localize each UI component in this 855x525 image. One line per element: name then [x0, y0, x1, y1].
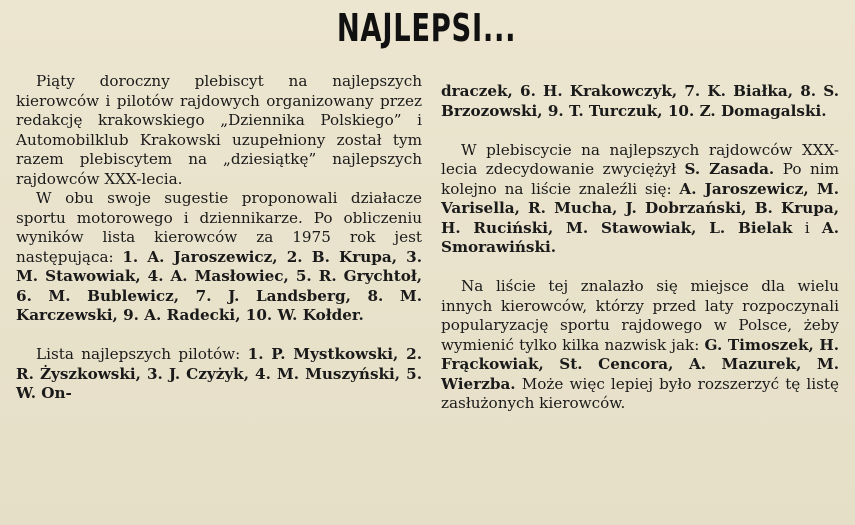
left-column: [16, 72, 422, 404]
right-column: [441, 82, 839, 414]
paragraph-xxx-lecia: [441, 141, 839, 258]
other-drivers-list: G. Timoszek, H. Frąckowiak, St. Cencora, A. Mazurek, M. Wierzba.: [441, 335, 839, 393]
conjunction-text: i: [792, 218, 822, 237]
closing-intro: Na liście tej znalazło się miejsce dla wielu innych kierowców, którzy przed laty rozpoczynali popularyzację sportu rajdowego w Polsce, żeby wymienić tylko kilka nazwisk jak:: [441, 277, 839, 354]
drivers-ranking-list: 1. A. Jaroszewicz, 2. B. Krupa, 3. M. Stawowiak, 4. A. Masłowiec, 5. R. Grychtoł, 6. M. Bublewicz, 7. J. Landsberg, 8. M. Karczewski, 9. A. Radecki, 10. W. Kołder.: [16, 247, 422, 324]
paragraph-pilots: [16, 345, 422, 404]
xxx-lecia-followers-intro: Po nim kolejno na liście znaleźli się:: [441, 160, 839, 198]
paragraph-pilots-intro: Lista najlepszych pilotów:: [36, 345, 248, 363]
paragraph-intro: Piąty doroczny plebiscyt na najlepszych kierowców i pilotów rajdowych organizowany przez redakcję krakowskiego „Dziennika Polskiego” i Automobilklub Krakowski uzupełniony został tym razem plebiscytem na „dziesiątkę” najlepszych rajdowców XXX-lecia.: [16, 72, 422, 188]
winner-name: S. Zasada.: [684, 160, 775, 178]
paragraph-drivers-intro: W obu swoje sugestie proponowali działacze sportu motorowego i dziennikarze. Po obliczeniu wyników lista kierowców za 1975 rok jest następująca:: [16, 189, 422, 266]
pilots-ranking-continued: draczek, 6. H. Krakowczyk, 7. K. Białka, 8. S. Brzozowski, 9. T. Turczuk, 10. Z. Domagalski.: [441, 82, 839, 120]
paragraph-drivers-1975: [16, 189, 422, 326]
paragraph-closing: [441, 277, 839, 414]
closing-remark: Może więc lepiej było rozszerzyć tę listę zasłużonych kierowców.: [441, 374, 839, 412]
xxx-lecia-last-name: A. Smorawiński.: [441, 218, 839, 256]
article-headline: NAJLEPSI...: [336, 6, 517, 50]
xxx-lecia-ranking-list: A. Jaroszewicz, M. Varisella, R. Mucha, J. Dobrzański, B. Krupa, H. Ruciński, M. Stawowiak, L. Bielak: [441, 179, 839, 237]
pilots-ranking-list: 1. P. Mystkowski, 2. R. Żyszkowski, 3. J. Czyżyk, 4. M. Muszyński, 5. W. On-: [16, 345, 422, 402]
xxx-lecia-intro: W plebiscycie na najlepszych rajdowców XXX-lecia zdecydowanie zwyciężył: [441, 140, 839, 178]
